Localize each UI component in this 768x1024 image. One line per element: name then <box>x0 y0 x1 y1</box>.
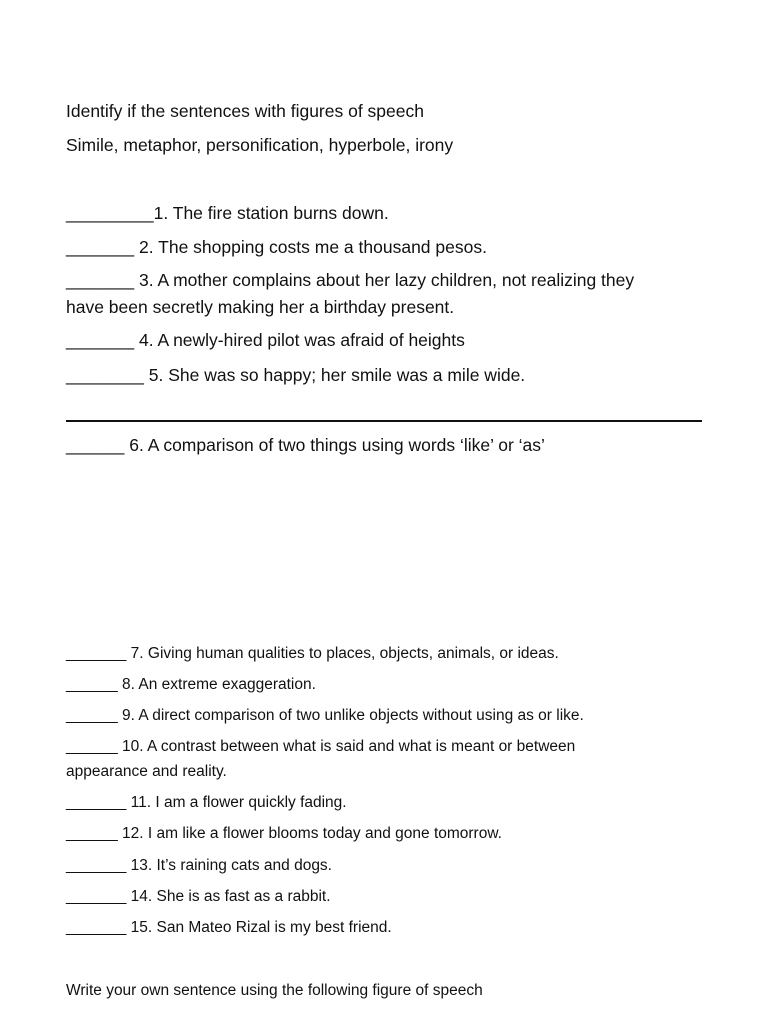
item-2 <box>66 237 487 258</box>
item-text: 9. A direct comparison of two unlike objects without using as or like. <box>117 707 584 724</box>
answer-blank[interactable]: ______ <box>66 738 118 755</box>
item-3 <box>66 270 634 291</box>
item-10-continuation <box>66 763 227 782</box>
answer-blank[interactable]: _________ <box>66 203 154 223</box>
item-15 <box>66 919 392 938</box>
item-11 <box>66 794 347 813</box>
answer-blank[interactable]: _______ <box>66 645 127 662</box>
item-text: 4. A newly-hired pilot was afraid of heights <box>134 330 465 350</box>
item-text: 14. She is as fast as a rabbit. <box>126 888 331 905</box>
item-5 <box>66 365 525 386</box>
answer-blank[interactable]: _______ <box>66 330 135 350</box>
item-text: have been secretly making her a birthday present. <box>66 297 455 317</box>
instruction-heading: Identify if the sentences with figures of speech <box>66 101 424 121</box>
item-10 <box>66 738 575 757</box>
item-4 <box>66 330 465 351</box>
answer-blank[interactable]: _______ <box>66 270 135 290</box>
item-text: 12. I am like a flower blooms today and gone tomorrow. <box>117 825 502 842</box>
item-6 <box>66 435 545 456</box>
item-text: 2. The shopping costs me a thousand pesos. <box>134 237 487 257</box>
answer-blank[interactable]: _______ <box>66 919 127 936</box>
item-7 <box>66 645 559 664</box>
item-text: 8. An extreme exaggeration. <box>117 676 316 693</box>
item-text: 11. I am a flower quickly fading. <box>126 794 347 811</box>
closing-instruction: Write your own sentence using the following figure of speech <box>66 982 483 999</box>
item-text: appearance and reality. <box>66 763 227 780</box>
answer-blank[interactable]: ______ <box>66 435 125 455</box>
item-text: 7. Giving human qualities to places, objects, animals, or ideas. <box>126 645 559 662</box>
answer-blank[interactable]: ______ <box>66 707 118 724</box>
answer-blank[interactable]: ______ <box>66 676 118 693</box>
figures-of-speech-options: Simile, metaphor, personification, hyperbole, irony <box>66 135 454 155</box>
item-13 <box>66 857 332 876</box>
item-8 <box>66 676 316 695</box>
item-text: 15. San Mateo Rizal is my best friend. <box>126 919 392 936</box>
item-text: 1. The fire station burns down. <box>153 203 389 223</box>
item-1 <box>66 203 389 224</box>
item-3-continuation <box>66 297 454 318</box>
answer-blank[interactable]: _______ <box>66 888 127 905</box>
answer-blank[interactable]: _______ <box>66 794 127 811</box>
answer-blank[interactable]: _______ <box>66 237 135 257</box>
item-text: 13. It’s raining cats and dogs. <box>126 857 332 874</box>
item-12 <box>66 825 502 844</box>
answer-blank[interactable]: ______ <box>66 825 118 842</box>
item-text: 6. A comparison of two things using words ‘like’ or ‘as’ <box>124 435 545 455</box>
section-divider <box>66 420 702 422</box>
answer-blank[interactable]: ________ <box>66 365 144 385</box>
item-14 <box>66 888 331 907</box>
item-text: 10. A contrast between what is said and what is meant or between <box>117 738 576 755</box>
answer-blank[interactable]: _______ <box>66 857 127 874</box>
item-text: 5. She was so happy; her smile was a mile wide. <box>143 365 526 385</box>
item-9 <box>66 707 584 726</box>
item-text: 3. A mother complains about her lazy children, not realizing they <box>134 270 635 290</box>
